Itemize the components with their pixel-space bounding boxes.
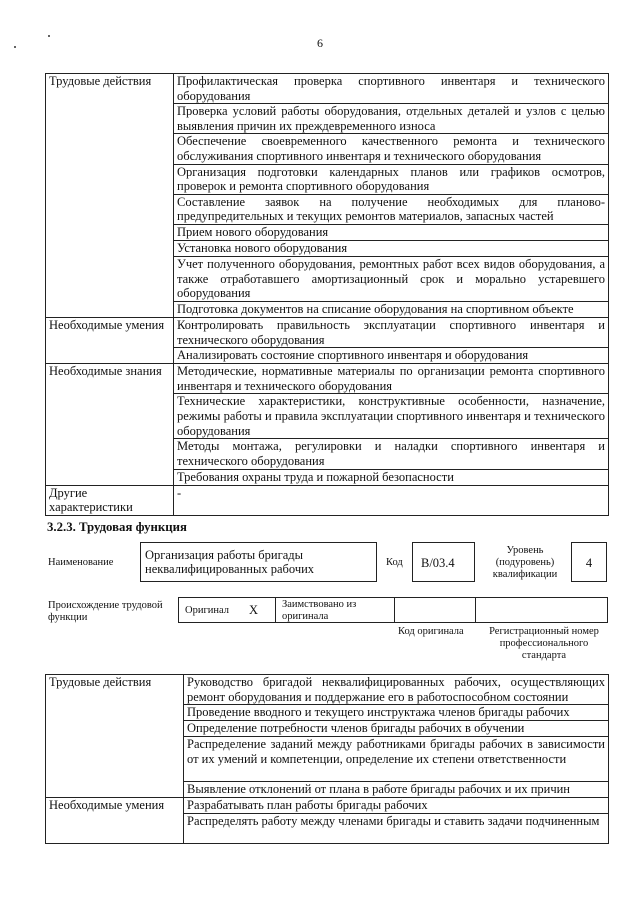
- name-value: Организация работы бригады неквалифицированных рабочих: [145, 548, 315, 576]
- origin-original-box: [178, 597, 276, 623]
- table-cell: Разрабатывать план работы бригады рабочих: [184, 798, 609, 814]
- origin-label: Происхождение трудовой функции: [48, 600, 163, 623]
- row-head-other: Другие характеристики: [46, 485, 174, 515]
- level-label: Уровень (подуровень) квалификации: [492, 545, 558, 580]
- row-head-skills: Необходимые умения: [46, 317, 174, 363]
- table-cell: Требования охраны труда и пожарной безопасности: [174, 469, 609, 485]
- labor-function-table-continued: [45, 73, 609, 516]
- table-cell: Составление заявок на получение необходимых для планово-предупредительных и текущих ремонтов материалов, запасных частей: [174, 194, 609, 224]
- table-cell: Прием нового оборудования: [174, 224, 609, 240]
- row-head-skills: Необходимые умения: [46, 798, 184, 844]
- table-cell: Учет полученного оборудования, ремонтных работ всех видов оборудования, а также отработавшего амортизационный срок и морально устаревшего оборудования: [174, 256, 609, 301]
- table-cell: Установка нового оборудования: [174, 240, 609, 256]
- table-cell: Контролировать правильность эксплуатации спортивного инвентаря и технического оборудования: [174, 317, 609, 347]
- table-row: [46, 74, 609, 104]
- level-value: 4: [585, 556, 593, 570]
- origin-borrowed-box: [275, 597, 395, 623]
- origin-code-box: [394, 597, 476, 623]
- table-row: [46, 485, 609, 515]
- code-value: B/03.4: [421, 556, 455, 570]
- code-value-box: [412, 542, 475, 582]
- table-row: [46, 798, 609, 814]
- row-head-labor-actions: Трудовые действия: [46, 675, 184, 798]
- table-cell: Проведение вводного и текущего инструктажа членов бригады рабочих: [184, 705, 609, 721]
- borrowed-label: Заимствовано из оригинала: [282, 599, 357, 622]
- table-cell: Определение потребности членов бригады рабочих в обучении: [184, 721, 609, 737]
- table-cell: Подготовка документов на списание оборудования на спортивном объекте: [174, 301, 609, 317]
- origin-reg-box: [475, 597, 608, 623]
- table-cell: -: [174, 485, 609, 515]
- reg-number-label: Регистрационный номер профессионального стандарта: [489, 626, 599, 661]
- table-cell: Проверка условий работы оборудования, отдельных деталей и узлов с целью выявления причин их преждевременного износа: [174, 104, 609, 134]
- table-cell: Профилактическая проверка спортивного инвентаря и технического оборудования: [174, 74, 609, 104]
- table-row: [46, 317, 609, 347]
- code-original-label: Код оригинала: [398, 626, 464, 637]
- table-cell: Обеспечение своевременного качественного ремонта и технического обслуживания спортивного инвентаря и технического оборудования: [174, 134, 609, 164]
- page-number: 6: [317, 36, 323, 50]
- table-cell: Методы монтажа, регулировки и наладки спортивного инвентаря и технического оборудования: [174, 439, 609, 469]
- original-mark: X: [249, 603, 259, 617]
- level-value-box: [571, 542, 607, 582]
- name-label: Наименование: [48, 557, 114, 568]
- row-head-labor-actions: Трудовые действия: [46, 74, 174, 318]
- original-label: Оригинал: [185, 605, 229, 616]
- table-cell: Руководство бригадой неквалифицированных рабочих, осуществляющих ремонт оборудования и поддержание его в работоспособном состоянии: [184, 675, 609, 705]
- table-cell: Анализировать состояние спортивного инвентаря и оборудования: [174, 348, 609, 364]
- table-row: [46, 675, 609, 705]
- table-cell: Распределять работу между членами бригады и ставить задачи подчиненным: [184, 814, 609, 844]
- table-cell: Организация подготовки календарных планов или графиков осмотров, проверок и ремонта спортивного оборудования: [174, 164, 609, 194]
- section-title: 3.2.3. Трудовая функция: [47, 520, 187, 534]
- table-cell: Технические характеристики, конструктивные особенности, назначение, режимы работы и правила эксплуатации спортивного инвентаря и технического оборудования: [174, 394, 609, 439]
- table-row: [46, 364, 609, 394]
- code-label: Код: [386, 557, 403, 568]
- row-head-knowledge: Необходимые знания: [46, 364, 174, 485]
- table-cell: Выявление отклонений от плана в работе бригады рабочих и их причин: [184, 782, 609, 798]
- name-value-box: [140, 542, 377, 582]
- labor-function-table: [45, 674, 609, 844]
- table-cell: Методические, нормативные материалы по организации ремонта спортивного инвентаря и технического оборудования: [174, 364, 609, 394]
- table-cell: Распределение заданий между работниками бригады рабочих в зависимости от их умений и компетенции, определение их степени ответственности: [184, 737, 609, 782]
